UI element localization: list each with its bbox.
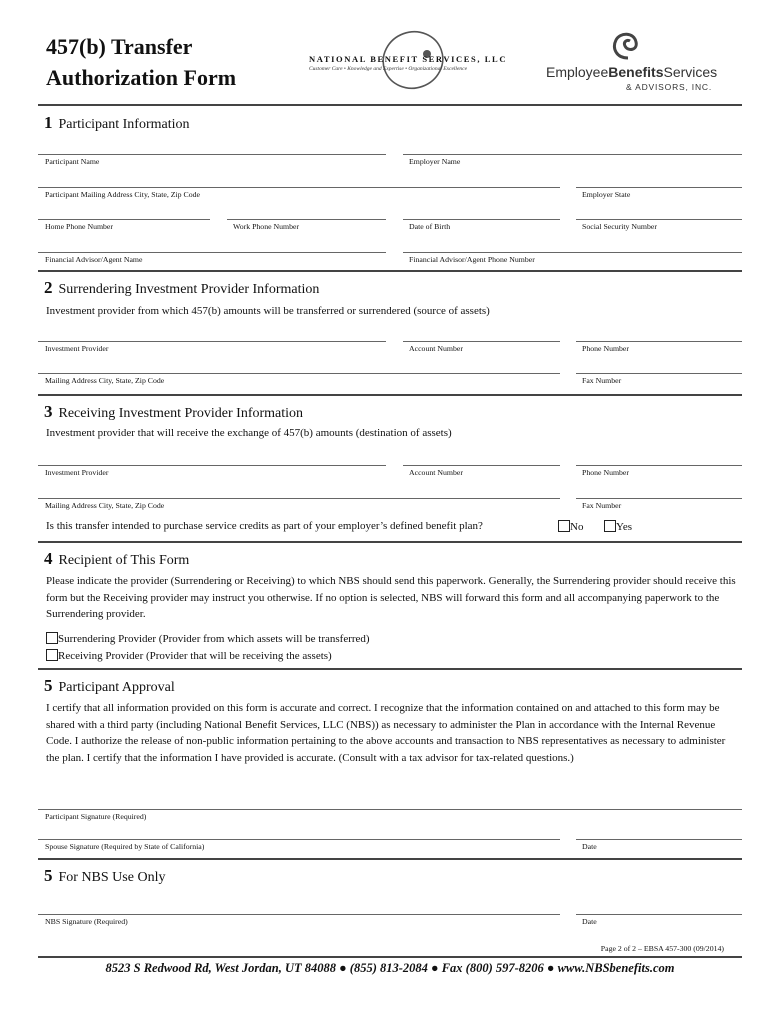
- section1-divider: [38, 270, 742, 272]
- section2-heading: [44, 278, 319, 298]
- advisor-phone-field[interactable]: [403, 252, 742, 253]
- service-credit-no-label: No: [570, 521, 584, 533]
- spouse-date-field[interactable]: [576, 839, 742, 840]
- nbs-signature-label: NBS Signature (Required): [45, 917, 128, 926]
- section3-description: Investment provider that will receive the exchange of 457(b) amounts (destination of assets): [46, 427, 452, 439]
- advisor-name-label: Financial Advisor/Agent Name: [45, 255, 143, 264]
- participant-signature-label: Participant Signature (Required): [45, 812, 147, 821]
- home-phone-label: Home Phone Number: [45, 222, 113, 231]
- section3-heading: [44, 402, 303, 422]
- spouse-signature-field[interactable]: [38, 839, 560, 840]
- surrendering-phone-label: Phone Number: [582, 344, 629, 353]
- section1-number: 1: [44, 113, 53, 132]
- nbs-use-heading: [44, 866, 165, 886]
- service-credit-question: Is this transfer intended to purchase service credits as part of your employer’s defined benefit plan?: [46, 520, 483, 532]
- service-credit-yes-label: Yes: [616, 521, 633, 533]
- home-phone-field[interactable]: [38, 219, 210, 220]
- spouse-signature-label: Spouse Signature (Required by State of California): [45, 842, 205, 851]
- ssn-label: Social Security Number: [582, 222, 657, 231]
- section5-heading: [44, 676, 175, 696]
- ebs-logo-name: [546, 64, 717, 80]
- section5-number: 5: [44, 676, 53, 695]
- receiving-phone-field[interactable]: [576, 465, 742, 466]
- surrendering-phone-field[interactable]: [576, 341, 742, 342]
- work-phone-label: Work Phone Number: [233, 222, 300, 231]
- receiving-fax-label: Fax Number: [582, 501, 622, 510]
- service-credit-no-checkbox[interactable]: [558, 520, 570, 532]
- service-credit-yes-checkbox[interactable]: [604, 520, 616, 532]
- recipient-surrendering-label: Surrendering Provider (Provider from which assets will be transferred): [58, 633, 370, 645]
- receiving-phone-label: Phone Number: [582, 468, 629, 477]
- service-credit-yes-option[interactable]: [604, 520, 632, 533]
- spouse-date-label: Date: [582, 842, 597, 851]
- section1-heading: [44, 113, 190, 133]
- section2-description: Investment provider from which 457(b) amounts will be transferred or surrendered (source of assets): [46, 305, 490, 317]
- dob-label: Date of Birth: [409, 222, 451, 231]
- work-phone-field[interactable]: [227, 219, 386, 220]
- nbs-signature-field[interactable]: [38, 914, 560, 915]
- employer-name-label: Employer Name: [409, 157, 461, 166]
- surrendering-account-label: Account Number: [409, 344, 463, 353]
- receiving-fax-field[interactable]: [576, 498, 742, 499]
- footer-divider: [38, 956, 742, 958]
- recipient-surrendering-option[interactable]: [46, 632, 370, 645]
- service-credit-no-option[interactable]: [558, 520, 583, 533]
- ebs-swirl-icon: [608, 28, 648, 64]
- section5-description: I certify that all information provided on this form is accurate and correct. I recognize that the information contained on and attached to this form may be shared with a third party (including National Benefit Services, LLC (NBS)) as necessary to administer the Plan in accordance with the Internal Revenue Code. I authorize the release of non-public information pertaining to the above accounts and transaction to NBS representatives as necessary to administer the plan. I certify that the information I have provided is accurate. (Consult with a tax advisor for tax-related questions.): [46, 702, 726, 764]
- section1-title: Participant Information: [58, 117, 190, 132]
- section2-number: 2: [44, 278, 53, 297]
- form-title-line1: 457(b) Transfer: [46, 34, 193, 59]
- surrendering-mailing-field[interactable]: [38, 373, 560, 374]
- surrendering-provider-field[interactable]: [38, 341, 386, 342]
- ebs-name-part3: Services: [663, 64, 718, 80]
- nbs-date-field[interactable]: [576, 914, 742, 915]
- surrendering-account-field[interactable]: [403, 341, 560, 342]
- header-divider: [38, 104, 742, 106]
- ssn-field[interactable]: [576, 219, 742, 220]
- recipient-receiving-label: Receiving Provider (Provider that will be receiving the assets): [58, 650, 332, 662]
- receiving-account-field[interactable]: [403, 465, 560, 466]
- recipient-receiving-checkbox[interactable]: [46, 649, 58, 661]
- nbs-date-label: Date: [582, 917, 597, 926]
- surrendering-provider-label: Investment Provider: [45, 344, 109, 353]
- receiving-mailing-field[interactable]: [38, 498, 560, 499]
- participant-name-field[interactable]: [38, 154, 386, 155]
- form-title-line2: Authorization Form: [46, 65, 237, 90]
- page-reference: Page 2 of 2 – EBSA 457-300 (09/2014): [600, 944, 724, 953]
- participant-name-label: Participant Name: [45, 157, 100, 166]
- nbs-logo: [295, 28, 510, 100]
- section3-number: 3: [44, 402, 53, 421]
- surrendering-fax-field[interactable]: [576, 373, 742, 374]
- receiving-account-label: Account Number: [409, 468, 463, 477]
- footer-address: 8523 S Redwood Rd, West Jordan, UT 84088 ● (855) 813-2084 ● Fax (800) 597-8206 ● www.NBSbenefits.com: [105, 961, 675, 975]
- dob-field[interactable]: [403, 219, 560, 220]
- nbs-use-number: 5: [44, 866, 53, 885]
- nbs-logo-tagline: Customer Care • Knowledge and Expertise • Organizational Excellence: [309, 66, 468, 72]
- surrendering-fax-label: Fax Number: [582, 376, 622, 385]
- section2-title: Surrendering Investment Provider Information: [58, 282, 320, 297]
- nbs-logo-name: NATIONAL BENEFIT SERVICES, LLC: [309, 54, 508, 64]
- employer-state-field[interactable]: [576, 187, 742, 188]
- nbs-swoosh-icon: [295, 28, 510, 100]
- ebs-name-part1: Employee: [546, 64, 609, 80]
- section4-heading: [44, 549, 189, 569]
- section4-description: Please indicate the provider (Surrendering or Receiving) to which NBS should send this paperwork. Generally, the Surrendering provider should receive this form but the Receiving provider may instruct you otherwise. If no option is selected, NBS will forward this form and all accompanying paperwork to the Surrendering provider.: [46, 575, 736, 620]
- receiving-provider-label: Investment Provider: [45, 468, 109, 477]
- receiving-mailing-label: Mailing Address City, State, Zip Code: [45, 501, 165, 510]
- surrendering-mailing-label: Mailing Address City, State, Zip Code: [45, 376, 165, 385]
- section4-title: Recipient of This Form: [58, 553, 190, 568]
- employer-state-label: Employer State: [582, 190, 631, 199]
- mailing-address-label: Participant Mailing Address City, State, Zip Code: [45, 190, 200, 199]
- participant-signature-field[interactable]: [38, 809, 742, 810]
- nbs-use-title: For NBS Use Only: [58, 870, 166, 885]
- section3-divider: [38, 541, 742, 543]
- employer-name-field[interactable]: [403, 154, 742, 155]
- section3-title: Receiving Investment Provider Information: [58, 406, 304, 421]
- section5-title: Participant Approval: [58, 680, 175, 695]
- advisor-name-field[interactable]: [38, 252, 386, 253]
- recipient-receiving-option[interactable]: [46, 649, 332, 662]
- ebs-logo: [540, 28, 730, 98]
- recipient-surrendering-checkbox[interactable]: [46, 632, 58, 644]
- section5-divider: [38, 858, 742, 860]
- ebs-logo-sub: & ADVISORS, INC.: [625, 82, 712, 92]
- section4-divider: [38, 668, 742, 670]
- ebs-name-part2: Benefits: [608, 64, 664, 80]
- section4-number: 4: [44, 549, 53, 568]
- section2-divider: [38, 394, 742, 396]
- mailing-address-field[interactable]: [38, 187, 560, 188]
- receiving-provider-field[interactable]: [38, 465, 386, 466]
- advisor-phone-label: Financial Advisor/Agent Phone Number: [409, 255, 535, 264]
